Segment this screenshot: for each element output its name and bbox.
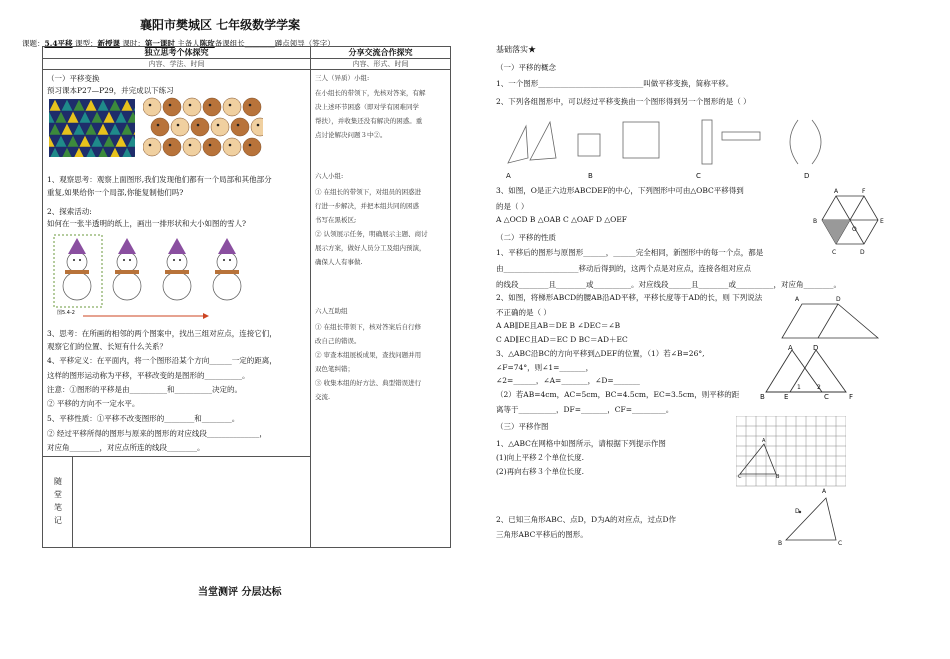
last-triangle-figure	[780, 494, 843, 547]
grid-label-b: B	[776, 474, 780, 480]
right-line: ① 在组长带领下，核对答案后自行修	[315, 323, 422, 331]
right-question-line: 的是（ ）	[496, 202, 529, 211]
right-line: ② 认领展示任务，明确展示主题、商讨	[315, 230, 428, 238]
left-line: 4、平移定义：在平面内，将一个图形沿某个方向______一定的距离，	[47, 356, 277, 365]
left-line: 这样的图形运动称为平移，平移改变的是图形的__________。	[47, 371, 250, 380]
hex-label-o: O	[852, 226, 857, 233]
hex-label-d: D	[860, 249, 865, 256]
hex-label-b: B	[813, 218, 818, 225]
right-question-line: ∠2=______，∠A=_______，∠D=_______	[496, 376, 640, 385]
tri-label-a: A	[788, 344, 793, 352]
right-question-line: 1、一个图形____________________________叫做平移变换，简称平移。	[496, 79, 734, 88]
left-line: ② 经过平移所得的图形与原来的图形的对应线段______________，	[47, 429, 267, 438]
info-label-sign: 蹲点领导（签字）	[274, 39, 335, 48]
tri-label-f: F	[849, 393, 854, 401]
group-study-cell	[311, 70, 451, 548]
last-label-c: C	[838, 540, 843, 547]
last-label-b: B	[778, 540, 783, 547]
shape-label-d: D	[804, 172, 810, 180]
right-heading: 基础落实★	[496, 45, 536, 54]
info-author: 陈玫	[199, 39, 215, 48]
left-line: （一）平移变换	[47, 74, 100, 83]
right-line: 六人互助组	[315, 307, 348, 315]
info-label-period: 课时：	[119, 39, 145, 48]
right-question-line: （三）平移作图	[496, 422, 549, 431]
right-line: 确保人人有事做.	[315, 258, 363, 266]
right-line: 行进一步解决，并把本组共同的困惑	[315, 202, 419, 210]
trap-label-a: A	[795, 296, 800, 303]
info-period: 第一课时	[144, 39, 175, 48]
left-line: 2、探索活动:	[47, 207, 92, 216]
hex-label-c: C	[832, 249, 837, 256]
grid-figure	[736, 416, 846, 492]
right-question-line: 2、下列各组图形中，可以经过平移变换由一个图形得到另一个图形的是（ ）	[496, 97, 751, 106]
notes-cell	[43, 457, 311, 548]
shape-label-b: B	[588, 172, 593, 180]
notes-char: 随	[54, 477, 62, 486]
page-title: 襄阳市樊城区 七年级数学学案	[140, 18, 301, 32]
right-question-line: 不正确的是（ ）	[496, 308, 551, 317]
info-label-type: 课型：	[72, 39, 98, 48]
tri-label-2: 2	[817, 384, 821, 391]
right-line: ② 审查本组展板成果，查找问题并用	[315, 351, 422, 359]
right-line: 决上述环节困惑（即对学有困难同学	[315, 103, 419, 111]
right-question-line: 三角形ABC平移后的图形。	[496, 530, 588, 539]
info-leader: ________	[244, 39, 275, 48]
notes-char: 堂	[54, 490, 62, 499]
left-line: 预习课本P27—P29，并完成以下练习	[47, 86, 174, 95]
info-label-leader: 备课组长	[214, 39, 245, 48]
grid-label-c: C	[738, 474, 742, 480]
shape-label-c: C	[696, 172, 701, 180]
info-type: 新授课	[97, 39, 120, 48]
right-question-line: (1)向上平移２个单位长度.	[496, 453, 585, 462]
tri-label-b: B	[760, 393, 765, 401]
col2-header: 分享交流合作探究	[311, 47, 451, 59]
col2-subheader: 内容、形式、时间	[311, 59, 451, 70]
notes-label	[54, 475, 64, 527]
right-question-line: 3、如图，O是正六边形ABCDEF的中心，下列图形中可由△OBC平移得到	[496, 186, 744, 195]
info-label-topic: 课题：	[22, 39, 45, 48]
right-line: 交流.	[315, 393, 331, 401]
left-line: 观察它们的位置、长短有什么关系？	[47, 342, 167, 351]
hexagon-figure	[818, 190, 886, 252]
right-question-line: 离等于__________，DF=_______，CF=_________。	[496, 405, 674, 414]
right-question-line: 的线段________且________或__________。对应线段______且________或__________，对应角________。	[496, 280, 841, 289]
left-line: 重复,如果给你一个局部,你能复制他们吗?	[47, 188, 184, 197]
tri-label-1: 1	[797, 384, 801, 391]
right-line: 改自己的错误。	[315, 337, 361, 345]
col1-header: 独立思考个体探究	[43, 47, 311, 59]
right-line: 展示方案，做好人员分工及组内预演，	[315, 244, 426, 252]
tri-label-d: D	[813, 344, 819, 352]
right-line: 在小组长的带领下，先核对答案，有解	[315, 89, 426, 97]
tri-label-c: C	[824, 393, 829, 401]
tri-label-e: E	[784, 393, 789, 401]
right-question-line: C AD∥EC且AD＝EC D BC＝AD＋EC	[496, 335, 628, 344]
right-line: 六人小组:	[315, 172, 344, 180]
right-question-line: ∠F=74°，则∠1=_______，	[496, 363, 594, 372]
right-question-line: （二）平移的性质	[496, 233, 556, 242]
animal-pattern-figure	[143, 97, 263, 159]
right-line: 书写在黑板区;	[315, 216, 357, 224]
notes-char: 笔	[54, 503, 62, 512]
right-line: ③ 收集本组的好方法、典型错误进行	[315, 379, 422, 387]
trap-label-d: D	[836, 296, 841, 303]
tessellation-figure	[49, 99, 135, 157]
translated-triangles-figure	[760, 346, 860, 398]
individual-study-cell	[43, 70, 311, 457]
info-topic: 5.4平移	[44, 39, 73, 48]
right-line: 帮扶），并收集还没有解决的困惑。重	[315, 117, 423, 125]
snowmen-figure	[53, 234, 263, 320]
hex-label-a: A	[834, 188, 839, 195]
hex-label-f: F	[862, 188, 866, 195]
left-line: 如何在一张半透明的纸上，画出一排形状和大小如图的雪人?	[47, 219, 247, 228]
hex-label-e: E	[880, 218, 884, 225]
right-line: 三人（异质）小组:	[315, 74, 370, 82]
left-line: 注意：①图形的平移是由__________和__________决定的。	[47, 385, 242, 394]
right-question-line: (2)再向右移３个单位长度.	[496, 467, 585, 476]
last-label-d: D	[795, 508, 800, 515]
left-line: 5、平移性质：①平移不改变图形的________和________。	[47, 414, 240, 423]
right-line: ① 在组长的带领下，对组员的困惑进	[315, 188, 422, 196]
right-question-line: （一）平移的概念	[496, 63, 556, 72]
assessment-title: 当堂测评 分层达标	[198, 587, 282, 598]
shape-label-a: A	[506, 172, 511, 180]
left-line: 3、思考：在所画的相邻的两个图案中，找出三组对应点，连接它们，	[47, 329, 277, 338]
right-question-line: 2、如图，将梯形ABCD的腰AB沿AD平移，平移长度等于AD的长，则 下列说法	[496, 293, 763, 302]
right-question-line: （2）若AB=4cm，AC=5cm，BC=4.5cm，EC=3.5cm，则平移的距	[496, 390, 740, 399]
right-question-line: 3、△ABC沿BC的方向平移到△DEF的位置，（1）若∠B=26°,	[496, 349, 705, 358]
left-line: ② 平移的方向不一定水平。	[47, 399, 140, 408]
right-question-line: A AB∥DE且AB＝DE B ∠DEC＝∠B	[496, 321, 621, 330]
right-question-line: 1、△ABC在网格中如图所示，请根据下列提示作图	[496, 439, 666, 448]
translation-shapes-figure	[500, 118, 830, 180]
notes-label-box	[46, 457, 73, 547]
right-line: 点讨论解决问题３中②。	[315, 131, 387, 139]
col1-subheader: 内容、学法、时间	[43, 59, 311, 70]
right-question-line: 由____________________移动后得到的，这两个点是对应点，连接各组对应点	[496, 264, 751, 273]
figure-caption: 图5.4-2	[57, 310, 75, 316]
lesson-table	[42, 46, 451, 548]
right-question-line: 1、平移后的图形与原图形______，______完全相同，新图形中的每一个点，都是	[496, 248, 764, 257]
left-line: 对应角________，对应点所连的线段________。	[47, 443, 205, 452]
right-question-line: A △OCD B △OAB C △OAF D △OEF	[496, 215, 628, 224]
grid-label-a: A	[762, 438, 766, 444]
trapezoid-figure	[780, 300, 880, 344]
notes-char: 记	[54, 516, 62, 525]
right-line: 双色笔纠错；	[315, 365, 354, 373]
right-question-line: 2、已知三角形ABC、点D，D为A的对应点，过点D作	[496, 515, 677, 524]
info-label-author: 主备人	[174, 39, 200, 48]
left-line: 1、观察思考：观察上面图形,我们发现他们都有一个局部和其他部分	[47, 175, 272, 184]
last-label-a: A	[822, 488, 827, 495]
